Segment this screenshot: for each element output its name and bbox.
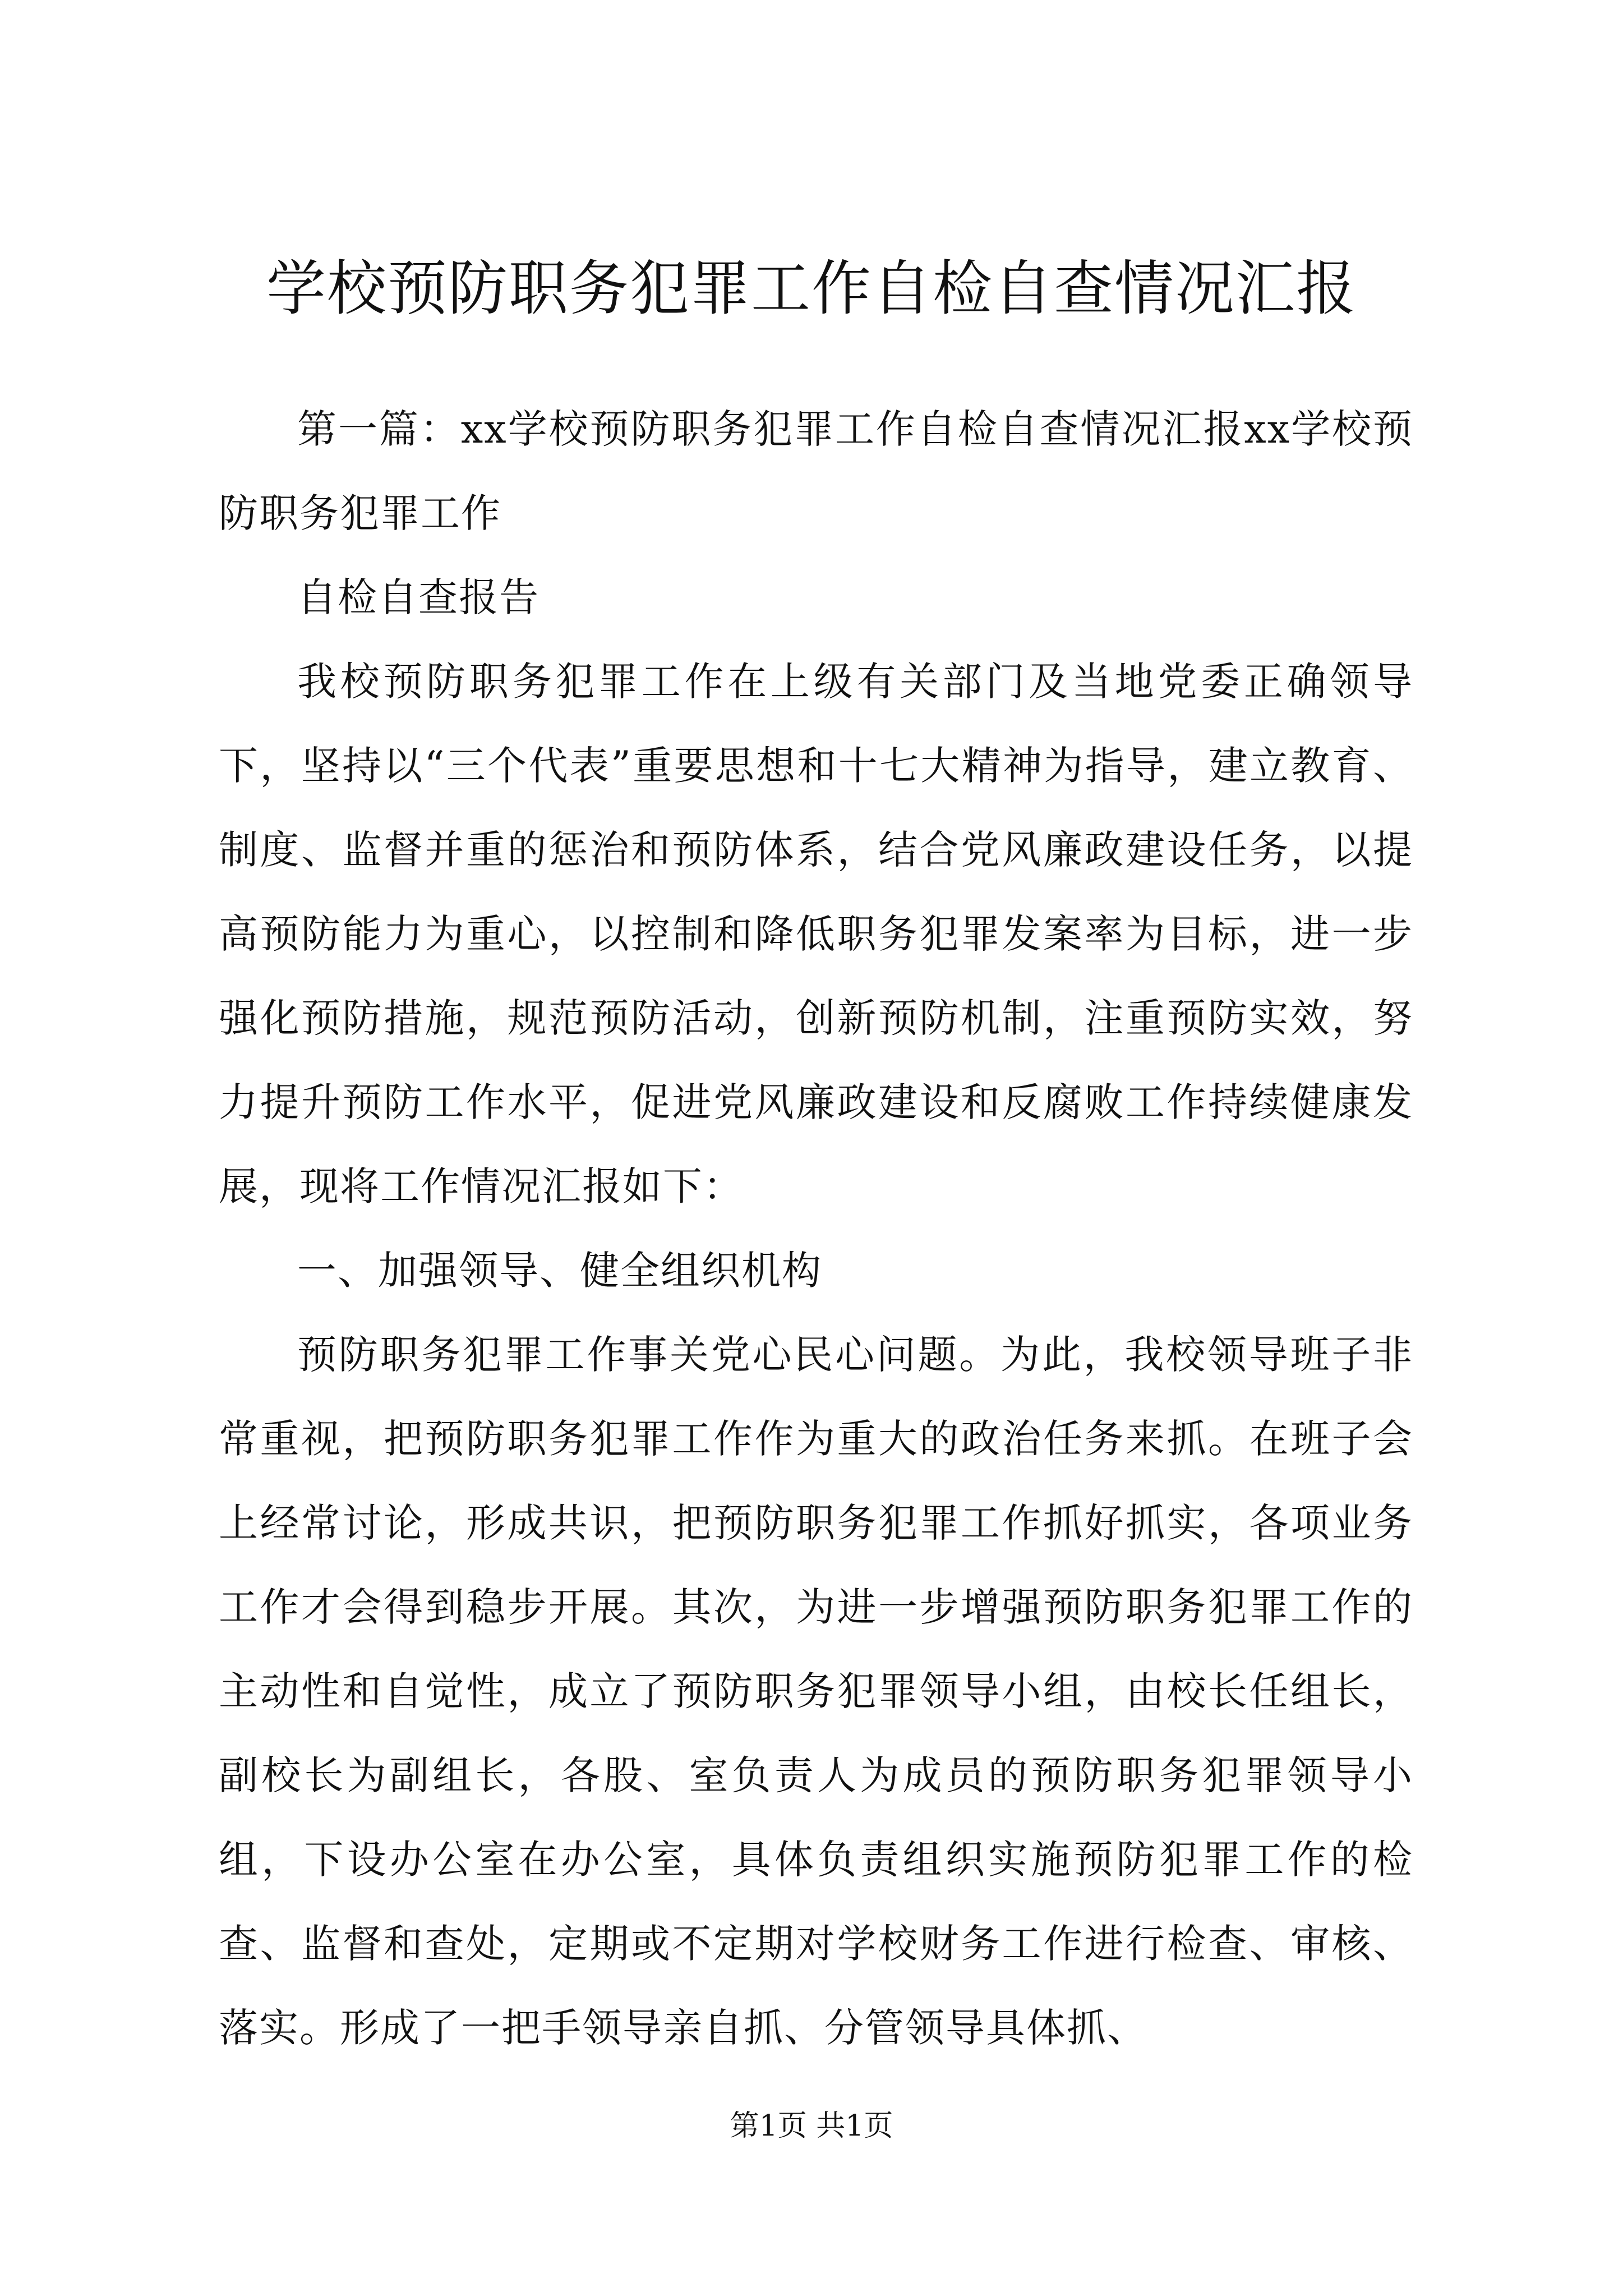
paragraph-section-1-body: 预防职务犯罪工作事关党心民心问题。为此，我校领导班子非常重视，把预防职务犯罪工作作为重大的政治任务来抓。在班子会上经常讨论，形成共识，把预防职务犯罪工作抓好抓实，各项业务工作才会得到稳步开展。其次，为进一步增强预防职务犯罪工作的主动性和自觉性，成立了预防职务犯罪领导小组，由校长任组长，副校长为副组长，各股、室负责人为成员的预防职务犯罪领导小组，下设办公室在办公室，具体负责组织实施预防犯罪工作的检查、监督和查处，定期或不定期对学校财务工作进行检查、审核、落实。形成了一把手领导亲自抓、分管领导具体抓、 xyxy=(219,1332,1413,2051)
page-footer: 第1页 共1页 xyxy=(730,2109,893,2143)
paragraph-introduction: 我校预防职务犯罪工作在上级有关部门及当地党委正确领导下，坚持以“三个代表”重要思想和十七大精神为指导，建立教育、制度、监督并重的惩治和预防体系，结合党风廉政建设任务，以提高预防能力为重心，以控制和降低职务犯罪发案率为目标，进一步强化预防措施，规范预防活动，创新预防机制，注重预防实效，努力提升预防工作水平，促进党风廉政建设和反腐败工作持续健康发展，现将工作情况汇报如下： xyxy=(219,659,1413,1209)
section-heading-1: 一、加强领导、健全组织机构 xyxy=(297,1248,822,1294)
document-body xyxy=(219,387,1413,2070)
paragraph-chapter-heading: 第一篇：xx学校预防职务犯罪工作自检自查情况汇报xx学校预防职务犯罪工作 xyxy=(219,406,1413,536)
document-title: 学校预防职务犯罪工作自检自查情况汇报 xyxy=(266,254,1357,323)
paragraph-report-subtitle: 自检自查报告 xyxy=(297,574,540,620)
